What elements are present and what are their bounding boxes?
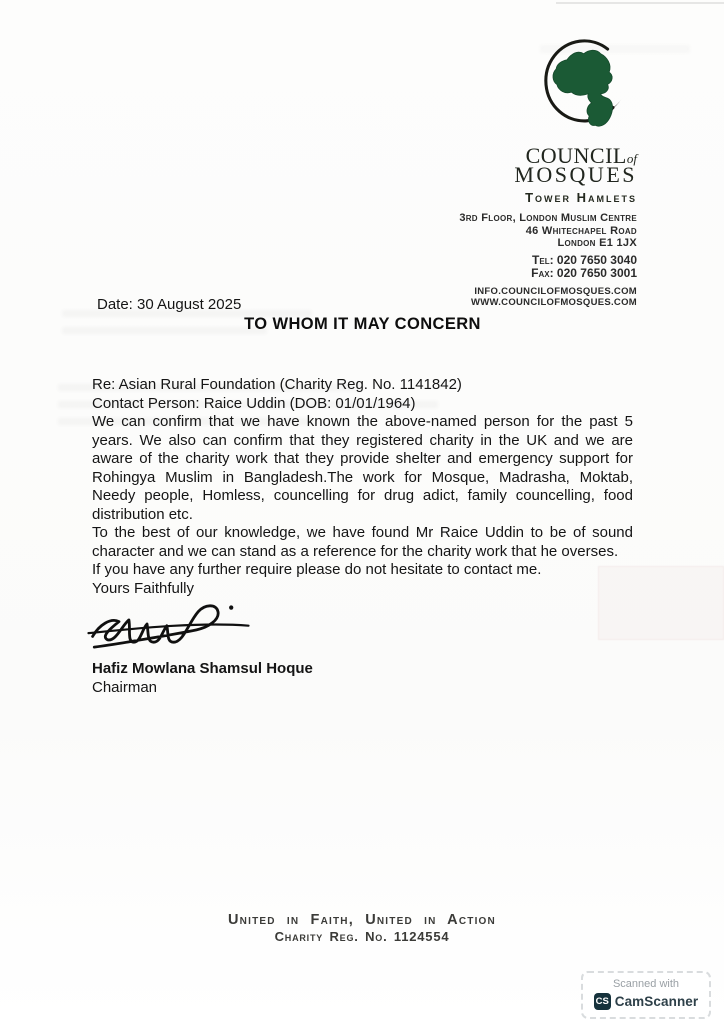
org-name-line1: COUNCIL [525,143,627,168]
org-name-line2: MOSQUES [514,162,637,187]
footer-charity-reg: Charity Reg. No. 1124554 [274,929,450,944]
body-paragraph-2: To the best of our knowledge, we have found Mr Raice Uddin to be of sound character and we can stand as a reference for the charity work that he overses. [92,524,633,560]
org-name [447,143,637,187]
signature-scribble [92,600,633,660]
letterhead [447,30,637,205]
council-of-mosques-logo [533,30,633,142]
org-name-of: of [626,151,637,166]
letter-footer [0,912,724,944]
badge-brand-name: CamScanner [614,994,699,1009]
org-logo-graphic [533,30,633,142]
scan-artifact-top-edge [556,2,724,4]
address-line-2: 46 Whitechapel Road [525,224,637,237]
body-paragraph-1: We can confirm that we have known the above-named person for the past 5 years. We also can confirm that they registered charity in the UK and we are aware of the charity work that they provide shelter and emergency support for Rohingya Muslim in Bangladesh.The work for Mosque, Madrasha, Moktab, Needy people, Homless, councelling for drug adict, family councelling, food distribution etc. [92,413,633,523]
camscanner-badge [581,971,711,1019]
org-subtitle: Tower Hamlets [525,190,637,205]
letter-heading: TO WHOM IT MAY CONCERN [244,314,481,333]
address-block [459,212,637,309]
fax-line: Fax: 020 7650 3001 [531,265,637,280]
re-line: Re: Asian Rural Foundation (Charity Reg. No. 1141842) [92,376,462,393]
phone-numbers [459,254,637,280]
address-line-3: London E1 1JX [557,237,637,249]
email-line: INFO.COUNCILOFMOSQUES.COM [474,285,637,297]
camscanner-cs-icon: CS [594,993,611,1010]
tel-line: Tel: 020 7650 3040 [532,252,637,267]
contact-person-line: Contact Person: Raice Uddin (DOB: 01/01/1964) [92,394,416,412]
closing-line: Yours Faithfully [92,579,194,597]
subject-block [92,376,633,413]
footer-motto: United in Faith, United in Action [228,912,496,928]
badge-scanned-with: Scanned with [612,978,680,990]
signatory-name: Hafiz Mowlana Shamsul Hoque [92,660,313,677]
date-line: Date: 30 August 2025 [97,296,242,313]
address-line-1: 3rd Floor, London Muslim Centre [459,212,637,224]
body-paragraph-3: If you have any further require please do not hesitate to contact me. [92,561,542,578]
signature-graphic [86,600,251,658]
postal-address [459,212,637,250]
badge-brand-row [587,993,705,1010]
signatory-title: Chairman [92,678,158,696]
letter-body [92,296,633,697]
website-line: WWW.COUNCILOFMOSQUES.COM [470,297,637,308]
